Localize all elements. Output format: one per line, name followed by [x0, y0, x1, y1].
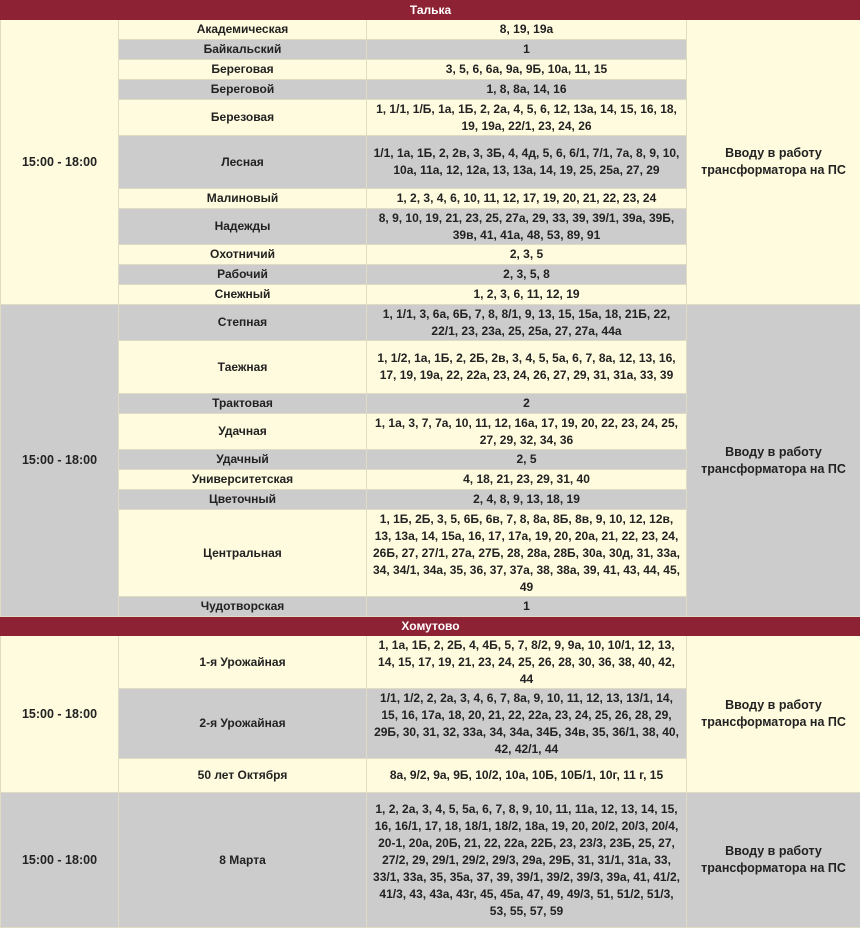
houses-cell: 1, 1а, 3, 7, 7а, 10, 11, 12, 16а, 17, 19, 20, 22, 23, 24, 25, 27, 29, 32, 34, 36: [367, 414, 687, 450]
street-cell: 8 Марта: [119, 793, 367, 928]
street-cell: Чудотворская: [119, 597, 367, 617]
table-row: [1, 20, 860, 40]
street-cell: Удачная: [119, 414, 367, 450]
street-cell: Байкальский: [119, 40, 367, 60]
street-cell: Центральная: [119, 510, 367, 597]
street-cell: Таежная: [119, 341, 367, 394]
reason-cell: Вводу в работу трансформатора на ПС: [687, 636, 860, 793]
time-cell: 15:00 - 18:00: [1, 305, 119, 617]
time-cell: 15:00 - 18:00: [1, 636, 119, 793]
street-cell: 50 лет Октября: [119, 759, 367, 793]
street-cell: Лесная: [119, 136, 367, 189]
houses-cell: 2, 5: [367, 450, 687, 470]
table-row: [1, 305, 860, 341]
houses-cell: 1, 1Б, 2Б, 3, 5, 6Б, 6в, 7, 8, 8а, 8Б, 8в, 9, 10, 12, 12в, 13, 13а, 14, 15а, 16, 17, 17а, 19, 20, 20а, 21, 22, 23, 24, 26Б, 27, 27/1, 27а, 27Б, 28, 28а, 28Б, 30а, 30д, 31, 33а, 34, 34/1, 34а, 35, 36, 37, 37а, 38, 38а, 39, 41, 43, 44, 45, 49: [367, 510, 687, 597]
houses-cell: 1: [367, 40, 687, 60]
houses-cell: 1, 2, 3, 6, 11, 12, 19: [367, 285, 687, 305]
street-cell: Береговой: [119, 80, 367, 100]
time-cell: 15:00 - 18:00: [1, 793, 119, 928]
reason-cell: Вводу в работу трансформатора на ПС: [687, 20, 860, 305]
houses-cell: 2, 4, 8, 9, 13, 18, 19: [367, 490, 687, 510]
street-cell: 1-я Урожайная: [119, 636, 367, 689]
street-cell: Снежный: [119, 285, 367, 305]
street-cell: Цветочный: [119, 490, 367, 510]
houses-cell: 4, 18, 21, 23, 29, 31, 40: [367, 470, 687, 490]
houses-cell: 1, 1/1, 3, 6а, 6Б, 7, 8, 8/1, 9, 13, 15, 15а, 18, 21Б, 22, 22/1, 23, 23а, 25, 25а, 27, 27а, 44а: [367, 305, 687, 341]
houses-cell: 1, 8, 8а, 14, 16: [367, 80, 687, 100]
table-row: [1, 636, 860, 689]
street-cell: Охотничий: [119, 245, 367, 265]
houses-cell: 1, 2, 2а, 3, 4, 5, 5а, 6, 7, 8, 9, 10, 11, 11а, 12, 13, 14, 15, 16, 16/1, 17, 18, 18/1, 18/2, 18а, 19, 20, 20/2, 20/3, 20/4, 20-1, 20а, 20Б, 21, 22, 22а, 22Б, 23, 23/3, 23Б, 25, 27, 27/2, 29, 29/1, 29/2, 29/3, 29а, 29Б, 31, 31/1, 31а, 33, 33/1, 33а, 35, 35а, 37, 39, 39/1, 39/2, 39/3, 39а, 41, 41/2, 41/3, 43, 43а, 43г, 45, 45а, 47, 49, 49/3, 51, 51/2, 51/3, 53, 55, 57, 59: [367, 793, 687, 928]
houses-cell: 1/1, 1а, 1Б, 2, 2в, 3, 3Б, 4, 4д, 5, 6, 6/1, 7/1, 7а, 8, 9, 10, 10а, 11а, 12, 12а, 13, 13а, 14, 19, 25, 25а, 27, 29: [367, 136, 687, 189]
street-cell: Береговая: [119, 60, 367, 80]
street-cell: Университетская: [119, 470, 367, 490]
section-title: Талька: [1, 1, 860, 20]
street-cell: Академическая: [119, 20, 367, 40]
houses-cell: 8, 19, 19а: [367, 20, 687, 40]
houses-cell: 2: [367, 394, 687, 414]
houses-cell: 8а, 9/2, 9а, 9Б, 10/2, 10а, 10Б, 10Б/1, 10г, 11 г, 15: [367, 759, 687, 793]
houses-cell: 2, 3, 5: [367, 245, 687, 265]
street-cell: Малиновый: [119, 189, 367, 209]
section-header-khomutovo: [1, 617, 860, 636]
houses-cell: 1, 1/2, 1а, 1Б, 2, 2Б, 2в, 3, 4, 5, 5а, 6, 7, 8а, 12, 13, 16, 17, 19, 19а, 22, 22а, 23, 24, 26, 27, 29, 31, 31а, 33, 39: [367, 341, 687, 394]
street-cell: Надежды: [119, 209, 367, 245]
table-row: [1, 793, 860, 928]
section-title: Хомутово: [1, 617, 860, 636]
houses-cell: 1, 2, 3, 4, 6, 10, 11, 12, 17, 19, 20, 21, 22, 23, 24: [367, 189, 687, 209]
houses-cell: 1, 1/1, 1/Б, 1а, 1Б, 2, 2а, 4, 5, 6, 12, 13а, 14, 15, 16, 18, 19, 19а, 22/1, 23, 24, 26: [367, 100, 687, 136]
reason-cell: Вводу в работу трансформатора на ПС: [687, 305, 860, 617]
houses-cell: 2, 3, 5, 8: [367, 265, 687, 285]
houses-cell: 3, 5, 6, 6а, 9а, 9Б, 10а, 11, 15: [367, 60, 687, 80]
street-cell: 2-я Урожайная: [119, 689, 367, 759]
houses-cell: 1: [367, 597, 687, 617]
reason-cell: Вводу в работу трансформатора на ПС: [687, 793, 860, 928]
street-cell: Березовая: [119, 100, 367, 136]
section-header-talka: [1, 1, 860, 20]
houses-cell: 1/1, 1/2, 2, 2а, 3, 4, 6, 7, 8а, 9, 10, 11, 12, 13, 13/1, 14, 15, 16, 17а, 18, 20, 21, 22, 22а, 23, 24, 25, 26, 28, 29, 29Б, 30, 31, 32, 33а, 34, 34а, 34Б, 34в, 35, 36/1, 38, 40, 42, 42/1, 44: [367, 689, 687, 759]
houses-cell: 8, 9, 10, 19, 21, 23, 25, 27а, 29, 33, 39, 39/1, 39а, 39Б, 39в, 41, 41а, 48, 53, 89, 91: [367, 209, 687, 245]
time-cell: 15:00 - 18:00: [1, 20, 119, 305]
street-cell: Степная: [119, 305, 367, 341]
houses-cell: 1, 1а, 1Б, 2, 2Б, 4, 4Б, 5, 7, 8/2, 9, 9а, 10, 10/1, 12, 13, 14, 15, 17, 19, 21, 23, 24, 25, 26, 28, 30, 36, 38, 40, 42, 44: [367, 636, 687, 689]
street-cell: Рабочий: [119, 265, 367, 285]
street-cell: Удачный: [119, 450, 367, 470]
street-cell: Трактовая: [119, 394, 367, 414]
